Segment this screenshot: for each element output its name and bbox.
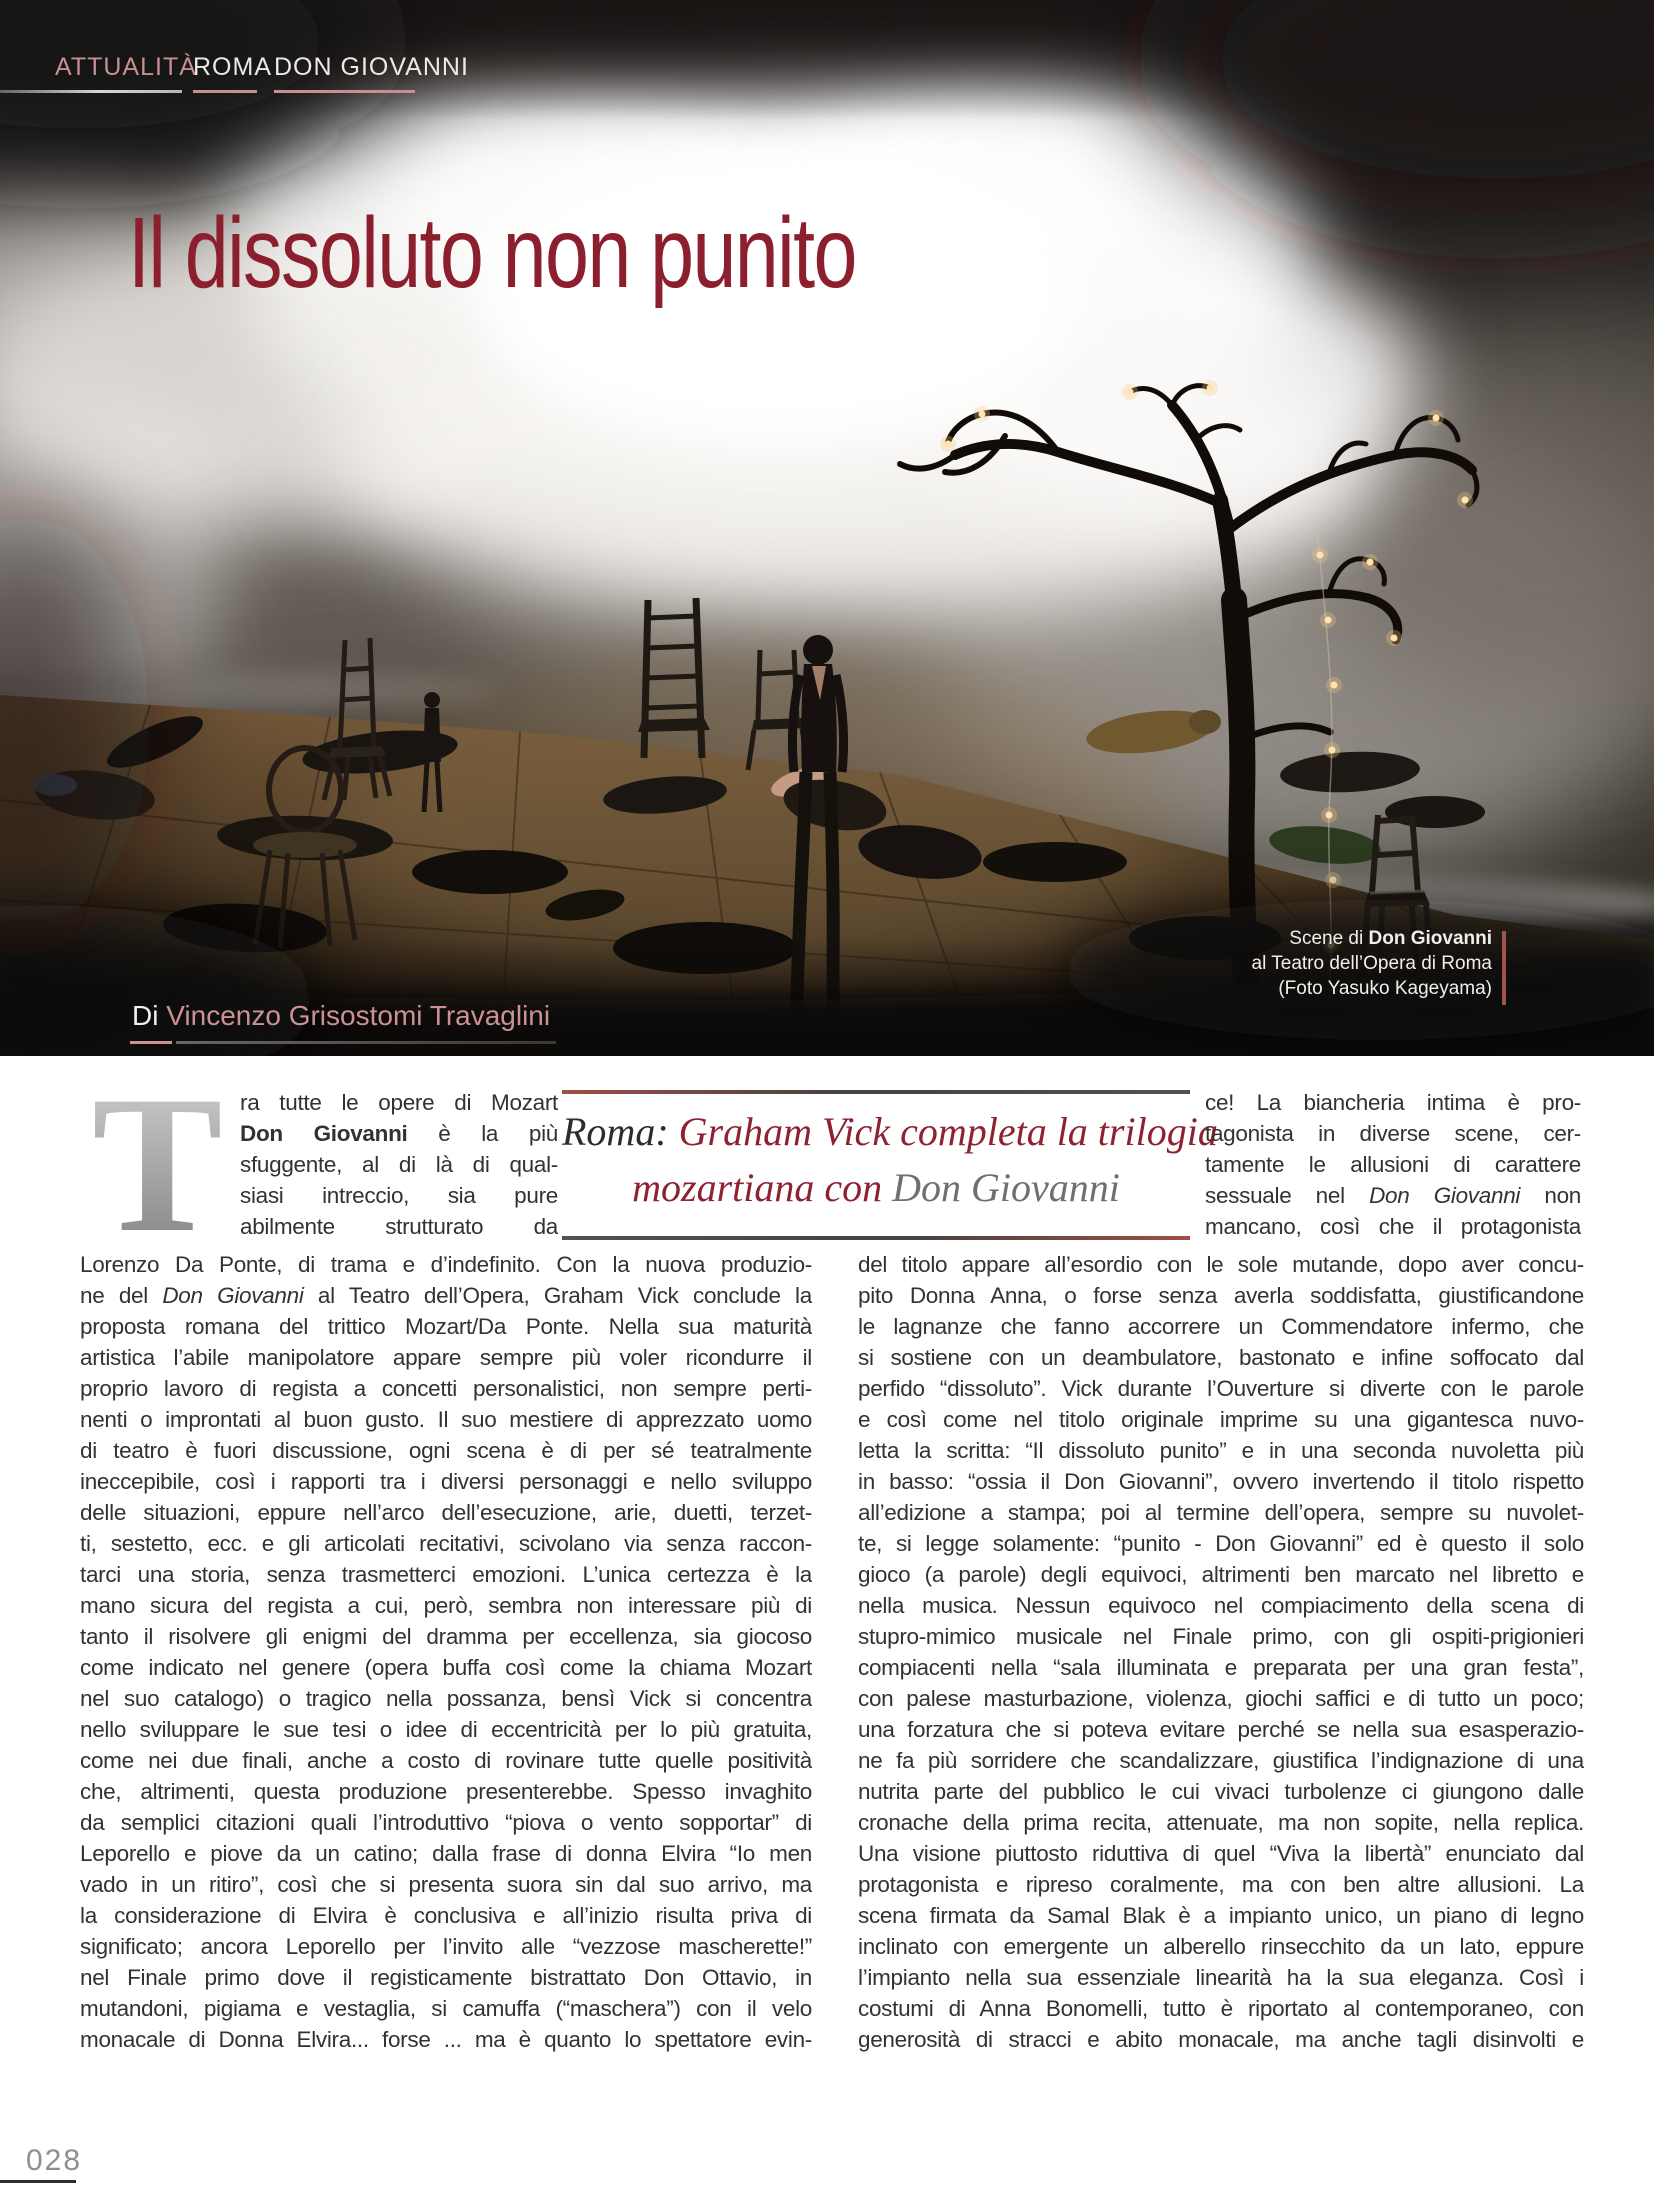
page-number: 028 bbox=[26, 2144, 83, 2177]
pull-quote-line1: Roma: Graham Vick completa la trilogia bbox=[562, 1109, 1218, 1154]
stage-photo bbox=[0, 0, 1654, 1056]
kicker-place: ROMA bbox=[193, 53, 272, 81]
page-title: Il dissoluto non punito bbox=[128, 197, 856, 309]
photo-caption-line3: (Foto Yasuko Kageyama) bbox=[1278, 978, 1492, 999]
stage-photo-illustration bbox=[0, 0, 1654, 1056]
body-column-left: Lorenzo Da Ponte, di trama e d’indefinito. Con la nuova produzio- ne del Don Giovanni al Teatro dell’Opera, Graham Vick conclude la proposta romana del trittico Mozart/Da Ponte. Nella sua maturità artistica l’abile manipolatore appare sempre più voler ricondurre il proprio lavoro di regista a concetti personalistici, non sempre perti- nenti o improntati al buon gusto. Il suo mestiere di apprezzato uomo di teatro è fuori discussione, ogni scena è di per sé teatralmente ineccepibile, così i rapporti tra i diversi personaggi e nello sviluppo delle situazioni, eppure nell’arco dell’esecuzione, arie, duetti, terzet- ti, sestetto, ecc. e gli articolati recitativi, scivolano via senza raccon- tarci una storia, senza trasmetterci emozioni. L’unica certezza è la mano sicura del regista a cui, però, sembra non interessare più di tanto il risolvere gli enigmi del dramma per eccellenza, sia giocoso come indicato nel genere (opera buffa così come la chiama Mozart nel suo catalogo) o tragico nella possanza, bensì Vick si concentra nello sviluppare le sue tesi o idee di eccentricità per lo più gratuita, come nei due finali, anche a costo di rovinare tutte quelle positività che, altrimenti, questa produzione presenterebbe. Spesso invaghito da semplici citazioni quali l’introduttivo “piova o vento sopportar” di Leporello e piove da un catino; dalla frase di donna Elvira “Io men vado in un ritiro”, così che si presenta suora sin dal suo arrivo, ma la considerazione di Elvira è conclusiva e all’inizio risulta priva di significato; ancora Leporello per l’invito alle “vezzose mascherette!” nel Finale primo dove il registicamente bistrattato Don Ottavio, in mutandoni, pigiama e vestaglia, si camuffa (“maschera”) con il velo monacale di Donna Elvira... forse ... ma è quanto lo spettatore evin- bbox=[80, 1252, 812, 2052]
photo-caption-line1: Scene di Don Giovanni bbox=[1289, 928, 1492, 949]
dropcap: T bbox=[92, 1090, 240, 1246]
pull-quote-rule-bottom bbox=[562, 1236, 1190, 1240]
kicker-rule-roma bbox=[193, 90, 257, 93]
kicker-subject: DON GIOVANNI bbox=[274, 53, 469, 81]
kicker-rule-dongiovanni bbox=[274, 90, 415, 93]
byline-prefix: Di bbox=[132, 1000, 167, 1031]
byline-rule-gray bbox=[176, 1041, 556, 1044]
kicker-rule-gray bbox=[0, 90, 182, 93]
page-number-rule bbox=[0, 2180, 76, 2183]
byline-rule-pink bbox=[130, 1041, 172, 1044]
pull-quote-rule-top bbox=[562, 1090, 1190, 1094]
intro-column-left bbox=[92, 1056, 558, 1273]
intro-left-lines: ra tutte le opere di Mozart Don Giovanni è la più sfuggente, al di là di qual- siasi intreccio, sia pure abilmente strutturato da bbox=[240, 1090, 558, 1239]
pull-quote bbox=[562, 1090, 1218, 1240]
byline-author: Vincenzo Grisostomi Travaglini bbox=[166, 1000, 551, 1031]
intro-column-right: ce! La biancheria intima è pro- tagonista in diverse scene, cer- tamente le allusioni di carattere sessuale nel Don Giovanni non mancano, così che il protagonista bbox=[1205, 1090, 1581, 1239]
photo-caption-line2: al Teatro dell’Opera di Roma bbox=[1251, 953, 1492, 974]
caption-accent-bar bbox=[1502, 931, 1506, 1005]
photo-caption bbox=[1120, 926, 1492, 1001]
kicker-section: ATTUALITÀ bbox=[55, 53, 197, 81]
pull-quote-line2: mozartiana con Don Giovanni bbox=[632, 1165, 1120, 1210]
body-column-right: del titolo appare all’esordio con le sole mutande, dopo aver concu- pito Donna Anna, o forse senza averla soddisfatta, giustificandone le lagnanze che fanno accorrere un Commendatore infermo, che si sostiene con un deambulatore, bastonato e infine soffocato dal perfido “dissoluto”. Vick durante l’Ouverture si diverte con le parole e così come nel titolo originale imprime su una gigantesca nuvo- letta la scritta: “Il dissoluto punito” e in una seconda nuvoletta più in basso: “ossia il Don Giovanni”, ovvero invertendo il titolo rispetto all’edizione a stampa; poi al termine dell’opera, sempre su nuvolet- te, si legge solamente: “punito - Don Giovanni” ed è questo il solo gioco (a parole) degli equivoci, altrimenti ben marcato nel libretto e nella musica. Nessun equivoco nel compiacimento della scena di stupro-mimico musicale nel Finale primo, con gli ospiti-prigionieri compiacenti nella “sala illuminata e preparata per una gran festa”, con palese masturbazione, violenza, giochi saffici e di tutto un poco; una forzatura che si poteva evitare perché se nella sua esasperazio- ne fa più sorridere che scandalizzare, giustifica l’indignazione di una nutrita parte del pubblico le cui vivaci turbolenze ci giungono dalle cronache della prima recita, attenuate, ma non sopite, nella replica. Una visione piuttosto riduttiva di quel “Viva la libertà” enunciato dal protagonista e ripreso coralmente, ma con ben altre allusioni. La scena firmata da Samal Blak è a impianto unico, un piano di legno inclinato con emergente un alberello rinsecchito da un lato, eppure l’impianto nella sua essenziale linearità ha la sua eleganza. Così i costumi di Anna Bonomelli, tutto è riportato al contemporaneo, con generosità di stracci e abito monacale, ma anche tagli disinvolti e bbox=[858, 1252, 1584, 2052]
byline bbox=[132, 1000, 550, 1032]
